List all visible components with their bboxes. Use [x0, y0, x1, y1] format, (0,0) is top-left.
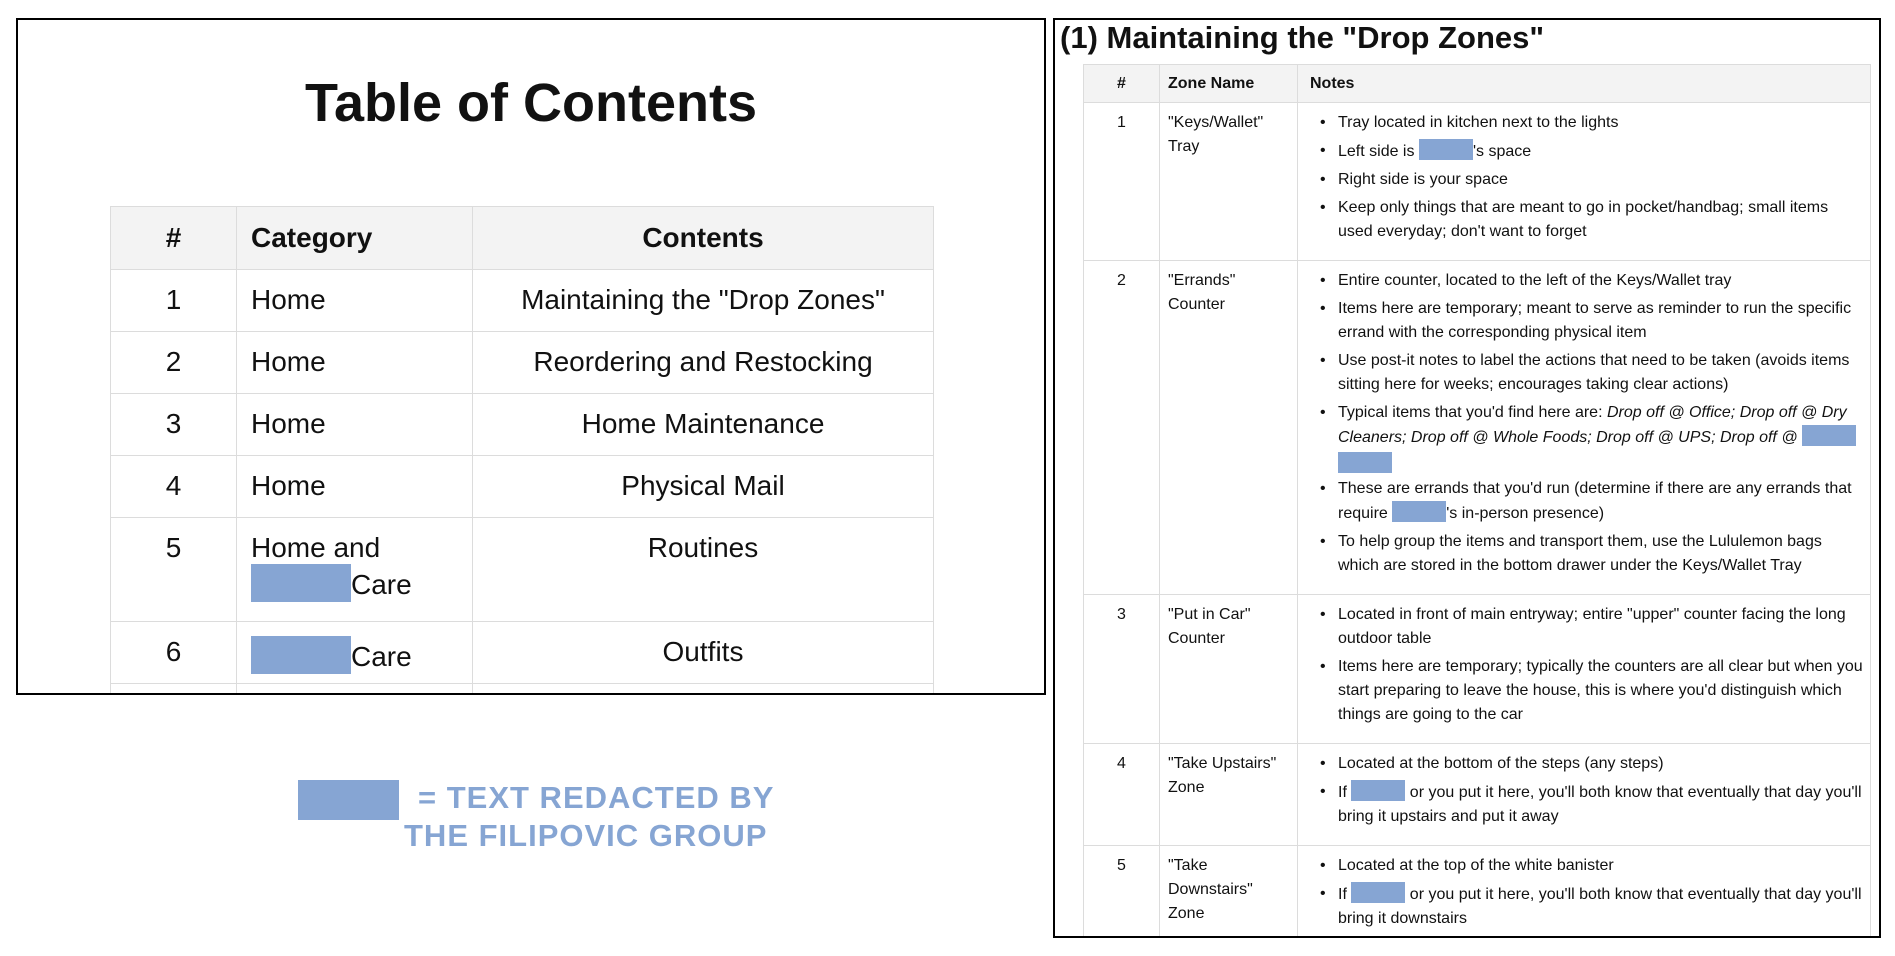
- toc-num: 1: [111, 270, 237, 332]
- toc-category: Home: [237, 394, 473, 456]
- note-item: [1310, 139, 1864, 164]
- toc-contents: Routines: [473, 518, 934, 622]
- legend-text-line1: = TEXT REDACTED BY: [418, 780, 775, 815]
- redaction-block: [1802, 425, 1856, 446]
- toc-num: 2: [111, 332, 237, 394]
- toc-header-row: [111, 207, 934, 270]
- toc-contents: Outfits: [473, 622, 934, 684]
- note-item: [1310, 780, 1864, 829]
- note-text: Typical items that you'd find here are:: [1338, 404, 1607, 421]
- note-text: These are errands that you'd run (determine if there are any errands that require: [1338, 480, 1852, 522]
- toc-category-suffix: Care: [351, 641, 412, 672]
- drop-zones-title: (1) Maintaining the "Drop Zones": [1060, 20, 1545, 55]
- note-item: • To help group the items and transport them, use the Lululemon bags which are stored in the bottom drawer under the Keys/Wallet Tray: [1310, 530, 1864, 578]
- dz-header-zone: Zone Name: [1160, 65, 1298, 103]
- redaction-block: [1351, 780, 1405, 801]
- dz-zone-name: "Take Downstairs" Zone: [1160, 846, 1298, 939]
- redaction-block: [1392, 501, 1446, 522]
- toc-row: [111, 622, 934, 684]
- toc-panel: [16, 18, 1046, 695]
- dz-row: [1084, 103, 1871, 261]
- dz-num: 5: [1084, 846, 1160, 939]
- legend-text-line2: THE FILIPOVIC GROUP: [404, 818, 768, 853]
- toc-category: Home: [237, 332, 473, 394]
- redaction-legend: [298, 780, 898, 853]
- note-text: If: [1338, 784, 1352, 801]
- toc-row: [111, 332, 934, 394]
- note-item: [1310, 401, 1864, 473]
- redaction-block: [1338, 452, 1392, 473]
- note-item: • Tray located in kitchen next to the lights: [1310, 111, 1864, 135]
- dz-header-notes: Notes: [1298, 65, 1871, 103]
- dz-num: 1: [1084, 103, 1160, 261]
- note-text: 's space: [1472, 143, 1532, 160]
- toc-category: [237, 622, 473, 684]
- toc-category: Home: [237, 270, 473, 332]
- toc-num: 5: [111, 518, 237, 622]
- toc-contents: Home Maintenance: [473, 394, 934, 456]
- dz-notes: [1298, 846, 1871, 939]
- toc-row-cut: [111, 684, 934, 696]
- dz-row: [1084, 261, 1871, 595]
- toc-header-num: #: [111, 207, 237, 270]
- note-item: [1310, 882, 1864, 931]
- dz-num: 2: [1084, 261, 1160, 595]
- toc-contents: Physical Mail: [473, 456, 934, 518]
- dz-header-num: #: [1084, 65, 1160, 103]
- toc-category-suffix: Care: [351, 569, 412, 600]
- note-item: • Located in front of main entryway; entire "upper" counter facing the long outdoor table: [1310, 603, 1864, 651]
- redaction-block: [251, 564, 351, 602]
- toc-title: Table of Contents: [305, 73, 757, 133]
- toc-row: [111, 518, 934, 622]
- drop-zones-table: [1083, 64, 1871, 938]
- dz-notes: [1298, 261, 1871, 595]
- dz-notes: [1298, 103, 1871, 261]
- dz-zone-name: "Keys/Wallet" Tray: [1160, 103, 1298, 261]
- dz-num: 4: [1084, 744, 1160, 846]
- toc-header-category: Category: [237, 207, 473, 270]
- dz-zone-name: "Put in Car" Counter: [1160, 595, 1298, 744]
- note-item: • Located at the bottom of the steps (any steps): [1310, 752, 1864, 776]
- toc-contents: Maintaining the "Drop Zones": [473, 270, 934, 332]
- toc-num: 6: [111, 622, 237, 684]
- redaction-block: [1419, 139, 1473, 160]
- toc-category-prefix: Home and: [251, 532, 381, 563]
- note-item: • Keep only things that are meant to go in pocket/handbag; small items used everyday; don't want to forget: [1310, 196, 1864, 244]
- note-item: • Entire counter, located to the left of the Keys/Wallet tray: [1310, 269, 1864, 293]
- dz-row: [1084, 846, 1871, 939]
- drop-zones-panel: [1053, 18, 1881, 938]
- note-item: • Items here are temporary; typically the counters are all clear but when you start preparing to leave the house, this is where you'd distinguish which things are going to the car: [1310, 655, 1864, 727]
- dz-header-row: [1084, 65, 1871, 103]
- toc-category: Home: [237, 456, 473, 518]
- redaction-block: [1351, 882, 1405, 903]
- redaction-block: [251, 636, 351, 674]
- note-item: [1310, 477, 1864, 526]
- toc-num: 3: [111, 394, 237, 456]
- toc-row: [111, 394, 934, 456]
- toc-num: 4: [111, 456, 237, 518]
- note-item: • Right side is your space: [1310, 168, 1864, 192]
- toc-table: [110, 206, 934, 695]
- toc-contents: Reordering and Restocking: [473, 332, 934, 394]
- toc-row: [111, 456, 934, 518]
- toc-header-contents: Contents: [473, 207, 934, 270]
- dz-row: [1084, 595, 1871, 744]
- note-item: • Items here are temporary; meant to serve as reminder to run the specific errand with the corresponding physical item: [1310, 297, 1864, 345]
- dz-zone-name: "Take Upstairs" Zone: [1160, 744, 1298, 846]
- note-text: If: [1338, 886, 1352, 903]
- note-item: • Located at the top of the white banister: [1310, 854, 1864, 878]
- note-text: Left side is: [1338, 143, 1419, 160]
- dz-notes: [1298, 595, 1871, 744]
- note-text: 's in-person presence): [1446, 505, 1605, 522]
- note-text-italic: Drop off @ Office; Drop off @ Dry Cleaners; Drop off @ Whole Foods; Drop off @ UPS; Drop off @: [1338, 404, 1847, 446]
- toc-category: [237, 518, 473, 622]
- note-text: or you put it here, you'll both know that eventually that day you'll bring it upstairs and put it away: [1338, 784, 1862, 825]
- dz-zone-name: "Errands" Counter: [1160, 261, 1298, 595]
- note-item: • Use post-it notes to label the actions that need to be taken (avoids items sitting here for weeks; encourages taking clear actions): [1310, 349, 1864, 397]
- redaction-swatch: [298, 780, 399, 820]
- toc-row: [111, 270, 934, 332]
- note-text: or you put it here, you'll both know that eventually that day you'll bring it downstairs: [1338, 886, 1862, 927]
- dz-num: 3: [1084, 595, 1160, 744]
- dz-notes: [1298, 744, 1871, 846]
- dz-row: [1084, 744, 1871, 846]
